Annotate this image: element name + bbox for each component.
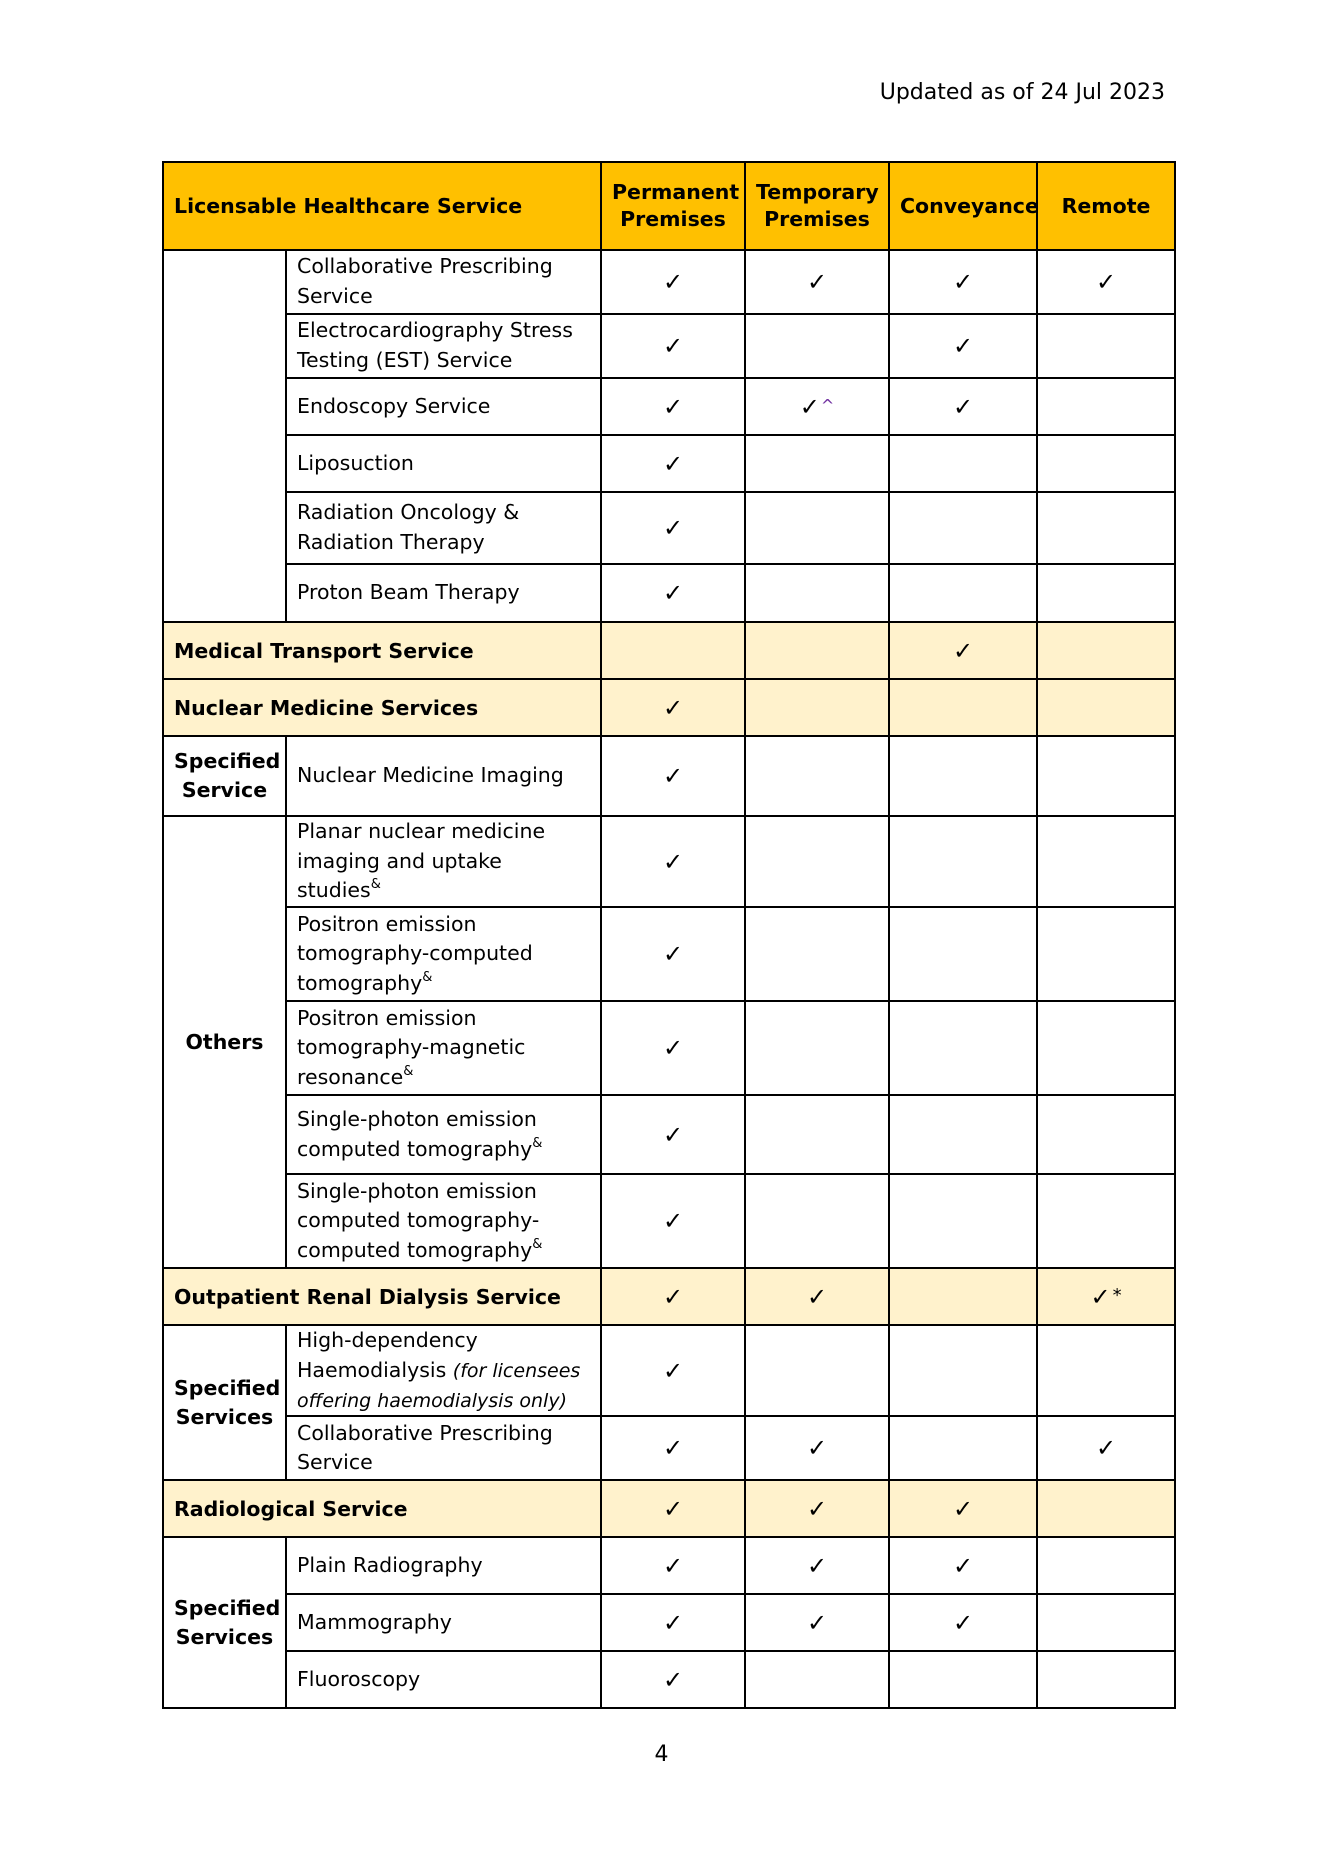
check-icon: ✓	[745, 1594, 889, 1651]
empty-cell	[1037, 314, 1175, 378]
table-row	[163, 1651, 1175, 1708]
check-star-cell	[1037, 1268, 1175, 1325]
table-row	[163, 1537, 1175, 1594]
check-icon: ✓	[601, 250, 745, 314]
empty-cell	[1037, 1001, 1175, 1095]
caret-note: ^	[820, 395, 835, 415]
empty-cell	[745, 907, 889, 1001]
check-icon: ✓	[601, 1416, 745, 1480]
service-name: Proton Beam Therapy	[286, 564, 601, 622]
empty-cell	[889, 1651, 1037, 1708]
check-icon: ✓	[889, 314, 1037, 378]
header-permanent: Permanent Premises	[601, 162, 745, 250]
check-icon: ✓	[601, 435, 745, 492]
check-icon: ✓	[745, 1537, 889, 1594]
service-name: Electrocardiography Stress Testing (EST) Service	[286, 314, 601, 378]
service-name	[286, 1325, 601, 1416]
empty-cell	[1037, 1537, 1175, 1594]
page-number: 4	[654, 1742, 669, 1767]
empty-cell	[745, 492, 889, 564]
empty-cell	[1037, 492, 1175, 564]
service-name: Fluoroscopy	[286, 1651, 601, 1708]
check-icon: ✓	[601, 1537, 745, 1594]
empty-cell	[889, 492, 1037, 564]
service-note: (for licensees offering haemodialysis only)	[297, 1359, 581, 1412]
star-note: *	[1112, 1284, 1122, 1306]
empty-cell	[745, 736, 889, 816]
empty-cell	[745, 1001, 889, 1095]
check-caret-cell	[745, 378, 889, 435]
check-icon: ✓	[601, 1174, 745, 1268]
service-name: Liposuction	[286, 435, 601, 492]
table-row	[163, 816, 1175, 907]
table-row	[163, 435, 1175, 492]
footnote-mark: &	[422, 970, 433, 986]
table-row	[163, 1325, 1175, 1416]
table-row	[163, 564, 1175, 622]
empty-cell	[889, 435, 1037, 492]
service-name-text: Positron emission tomography-computed tomography	[297, 911, 533, 996]
empty-cell	[889, 564, 1037, 622]
empty-cell	[1037, 435, 1175, 492]
footnote-mark: &	[532, 1135, 543, 1151]
empty-cell	[889, 1095, 1037, 1174]
empty-cell	[745, 1095, 889, 1174]
check-icon: ✓	[601, 314, 745, 378]
service-name: Collaborative Prescribing Service	[286, 1416, 601, 1480]
empty-cell	[1037, 1174, 1175, 1268]
check-icon: ✓	[889, 1480, 1037, 1537]
table-row	[163, 314, 1175, 378]
check-icon: ✓	[601, 907, 745, 1001]
group-label: Specified Service	[163, 736, 286, 816]
empty-cell	[745, 1174, 889, 1268]
service-name: Radiation Oncology & Radiation Therapy	[286, 492, 601, 564]
empty-cell	[889, 816, 1037, 907]
header-temporary: Temporary Premises	[745, 162, 889, 250]
service-name: Mammography	[286, 1594, 601, 1651]
check-icon: ✓	[1037, 1416, 1175, 1480]
check-icon: ✓	[745, 250, 889, 314]
check-icon: ✓	[1037, 250, 1175, 314]
table-row	[163, 1001, 1175, 1095]
empty-cell	[1037, 564, 1175, 622]
service-name-text: Positron emission tomography-magnetic resonance	[297, 1005, 526, 1090]
header-remote: Remote	[1037, 162, 1175, 250]
service-name-text: High-dependency Haemodialysis	[297, 1328, 478, 1382]
service-table	[162, 161, 1176, 1709]
empty-cell	[889, 1268, 1037, 1325]
service-name	[286, 816, 601, 907]
blank-group-cell	[163, 250, 286, 622]
check-icon: ✓	[889, 622, 1037, 679]
category-label: Outpatient Renal Dialysis Service	[163, 1268, 601, 1325]
empty-cell	[889, 1325, 1037, 1416]
service-name	[286, 907, 601, 1001]
empty-cell	[745, 679, 889, 736]
category-label: Medical Transport Service	[163, 622, 601, 679]
check-icon: ✓	[601, 492, 745, 564]
empty-cell	[889, 679, 1037, 736]
check-icon: ✓	[889, 378, 1037, 435]
category-label: Radiological Service	[163, 1480, 601, 1537]
check-icon: ✓	[889, 1594, 1037, 1651]
table-row	[163, 378, 1175, 435]
check-icon: ✓	[601, 1480, 745, 1537]
empty-cell	[745, 1651, 889, 1708]
empty-cell	[1037, 378, 1175, 435]
group-label: Specified Services	[163, 1325, 286, 1480]
header-row	[163, 162, 1175, 250]
check-icon: ✓	[745, 1416, 889, 1480]
empty-cell	[1037, 1651, 1175, 1708]
header-conveyance: Conveyance	[889, 162, 1037, 250]
service-name-text: Single-photon emission computed tomography	[297, 1106, 537, 1161]
service-name	[286, 1174, 601, 1268]
empty-cell	[1037, 679, 1175, 736]
category-row	[163, 679, 1175, 736]
table-row	[163, 907, 1175, 1001]
service-name: Nuclear Medicine Imaging	[286, 736, 601, 816]
check-icon: ✓	[889, 250, 1037, 314]
table-row	[163, 1416, 1175, 1480]
empty-cell	[601, 622, 745, 679]
table-row	[163, 1095, 1175, 1174]
service-name-text: Single-photon emission computed tomography-computed tomography	[297, 1178, 540, 1263]
service-table-container	[162, 161, 1176, 1709]
empty-cell	[1037, 1325, 1175, 1416]
empty-cell	[889, 1416, 1037, 1480]
check-icon: ✓	[601, 679, 745, 736]
service-name: Collaborative Prescribing Service	[286, 250, 601, 314]
empty-cell	[745, 622, 889, 679]
check-icon: ✓	[601, 378, 745, 435]
category-row	[163, 1480, 1175, 1537]
check-icon: ✓	[601, 1095, 745, 1174]
empty-cell	[889, 1174, 1037, 1268]
empty-cell	[1037, 907, 1175, 1001]
check-icon: ✓	[745, 1268, 889, 1325]
updated-date: Updated as of 24 Jul 2023	[879, 80, 1165, 105]
check-icon: ✓	[601, 1594, 745, 1651]
group-label: Specified Services	[163, 1537, 286, 1708]
check-icon: ✓	[601, 1001, 745, 1095]
empty-cell	[889, 1001, 1037, 1095]
service-name: Endoscopy Service	[286, 378, 601, 435]
check-icon: ✓	[745, 1480, 889, 1537]
group-label: Others	[163, 816, 286, 1268]
empty-cell	[1037, 816, 1175, 907]
table-row	[163, 1594, 1175, 1651]
footnote-mark: &	[403, 1064, 414, 1080]
empty-cell	[745, 564, 889, 622]
empty-cell	[1037, 1480, 1175, 1537]
empty-cell	[1037, 1095, 1175, 1174]
check-icon: ✓	[1090, 1282, 1111, 1311]
empty-cell	[745, 1325, 889, 1416]
table-row	[163, 1174, 1175, 1268]
service-name: Plain Radiography	[286, 1537, 601, 1594]
empty-cell	[745, 435, 889, 492]
empty-cell	[1037, 622, 1175, 679]
check-icon: ✓	[601, 1651, 745, 1708]
empty-cell	[1037, 736, 1175, 816]
empty-cell	[745, 816, 889, 907]
header-service: Licensable Healthcare Service	[163, 162, 601, 250]
footnote-mark: &	[532, 1237, 543, 1253]
table-row	[163, 250, 1175, 314]
footnote-mark: &	[370, 877, 381, 893]
check-icon: ✓	[601, 1268, 745, 1325]
check-icon: ✓	[889, 1537, 1037, 1594]
empty-cell	[889, 736, 1037, 816]
service-name	[286, 1001, 601, 1095]
empty-cell	[889, 907, 1037, 1001]
category-label: Nuclear Medicine Services	[163, 679, 601, 736]
check-icon: ✓	[601, 1325, 745, 1416]
empty-cell	[1037, 1594, 1175, 1651]
service-name-text: Planar nuclear medicine imaging and uptake studies	[297, 819, 546, 903]
category-row	[163, 622, 1175, 679]
check-icon: ✓	[601, 564, 745, 622]
check-icon: ✓	[799, 392, 820, 421]
service-name	[286, 1095, 601, 1174]
table-row	[163, 492, 1175, 564]
table-row	[163, 736, 1175, 816]
category-row	[163, 1268, 1175, 1325]
empty-cell	[745, 314, 889, 378]
check-icon: ✓	[601, 736, 745, 816]
check-icon: ✓	[601, 816, 745, 907]
